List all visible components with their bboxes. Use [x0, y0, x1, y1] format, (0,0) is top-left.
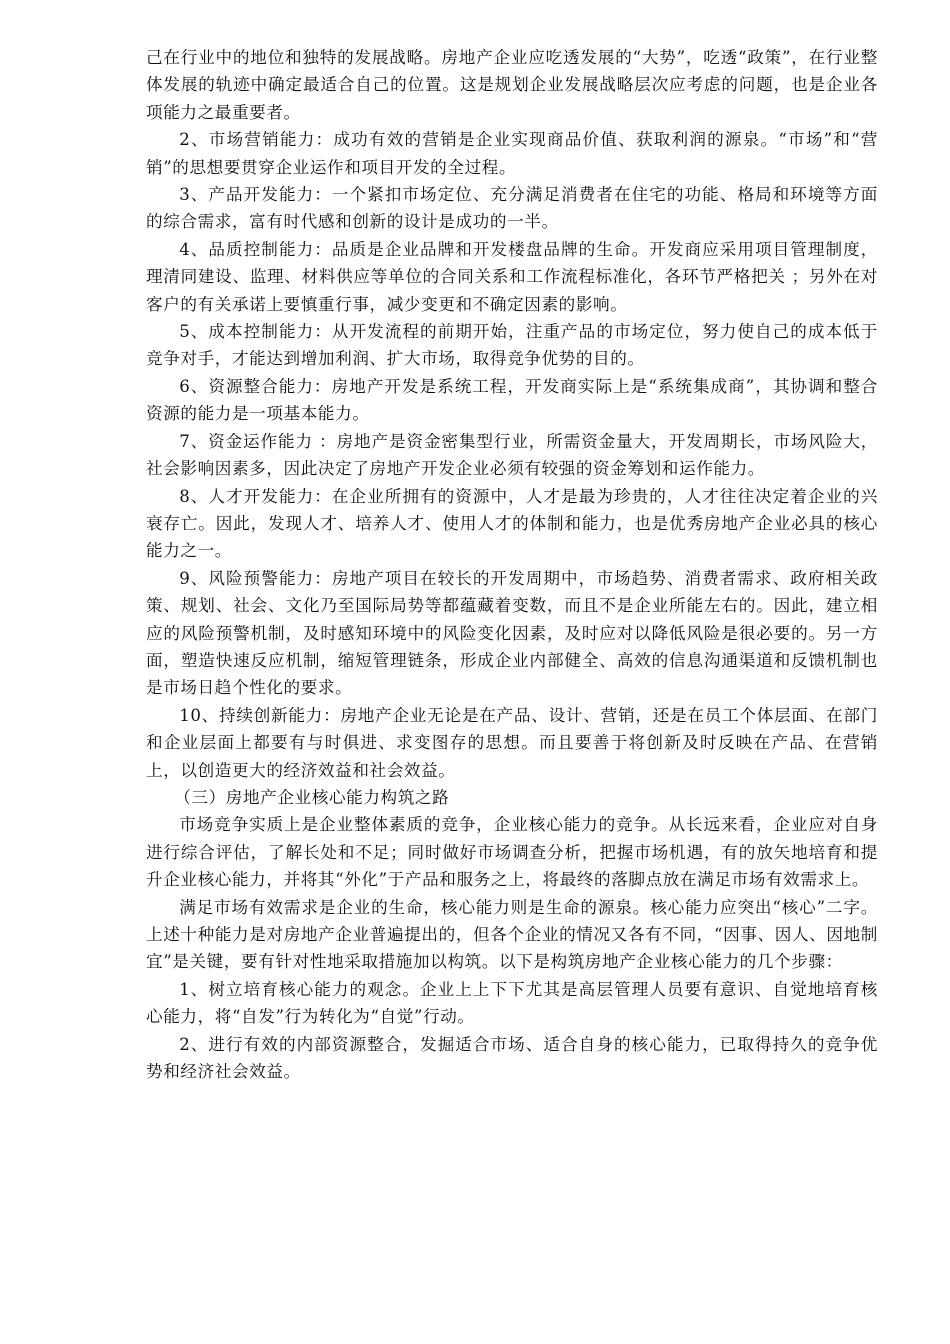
paragraph-product-development-ability: 3、产品开发能力：一个紧扣市场定位、充分满足消费者在住宅的功能、格局和环境等方面的综合需求，富有时代感和创新的设计是成功的一半。 [146, 185, 878, 232]
section-heading-core-ability-path: （三）房地产企业核心能力构筑之路 [174, 787, 450, 807]
paragraph-talent-development-ability: 8、人才开发能力：在企业所拥有的资源中，人才是最为珍贵的，人才往往决定着企业的兴衰存亡。因此，发现人才、培养人才、使用人才的体制和能力，也是优秀房地产企业必具的核心能力之一。 [146, 486, 878, 561]
paragraph-capital-operation-ability: 7、资金运作能力 ：房地产是资金密集型行业，所需资金量大，开发周期长，市场风险大，社会影响因素多，因此决定了房地产开发企业必须有较强的资金筹划和运作能力。 [146, 431, 878, 479]
paragraph-market-competition: 市场竞争实质上是企业整体素质的竞争，企业核心能力的竞争。从长远来看，企业应对自身进行综合评估，了解长处和不足；同时做好市场调查分析，把握市场机遇，有的放矢地培育和提升企业核心能力，并将其“外化”于产品和服务之上，将最终的落脚点放在满足市场有效需求上。 [146, 815, 878, 890]
paragraph-cost-control-ability: 5、成本控制能力：从开发流程的前期开始，注重产品的市场定位，努力使自己的成本低于竞争对手，才能达到增加利润、扩大市场，取得竞争优势的目的。 [146, 322, 878, 369]
document-page [146, 44, 878, 1085]
paragraph-market-demand: 满足市场有效需求是企业的生命，核心能力则是生命的源泉。核心能力应突出“核心”二字。上述十种能力是对房地产企业普遍提出的，但各个企业的情况又各有不同，“因事、因人、因地制宜”是关键，要有针对性地采取措施加以构筑。以下是构筑房地产企业核心能力的几个步骤： [146, 897, 878, 972]
paragraph-resource-integration-ability: 6、资源整合能力：房地产开发是系统工程，开发商实际上是“系统集成商”，其协调和整合资源的能力是一项基本能力。 [146, 376, 878, 424]
paragraph-marketing-ability: 2、市场营销能力：成功有效的营销是企业实现商品价值、获取利润的源泉。“市场”和“营销”的思想要贯穿企业运作和项目开发的全过程。 [146, 130, 878, 177]
paragraph-step-1: 1、树立培育核心能力的观念。企业上上下下尤其是高层管理人员要有意识、自觉地培育核心能力，将“自发”行为转化为“自觉”行动。 [146, 979, 878, 1027]
paragraph-innovation-ability: 10、持续创新能力：房地产企业无论是在产品、设计、营销，还是在员工个体层面、在部门和企业层面上都要有与时俱进、求变图存的思想。而且要善于将创新及时反映在产品、在营销上，以创造更大的经济效益和社会效益。 [146, 705, 878, 780]
paragraph-risk-warning-ability: 9、风险预警能力：房地产项目在较长的开发周期中，市场趋势、消费者需求、政府相关政策、规划、社会、文化乃至国际局势等都蕴藏着变数，而且不是企业所能左右的。因此，建立相应的风险预警机制，及时感知环境中的风险变化因素，及时应对以降低风险是很必要的。另一方面，塑造快速反应机制，缩短管理链条，形成企业内部健全、高效的信息沟通渠道和反馈机制也是市场日趋个性化的要求。 [146, 568, 878, 698]
paragraph-quality-control-ability: 4、品质控制能力：品质是企业品牌和开发楼盘品牌的生命。开发商应采用项目管理制度，理清同建设、监理、材料供应等单位的合同关系和工作流程标准化，各环节严格把关 ；另外在对客户的有关承诺上要慎重行事，减少变更和不确定因素的影响。 [146, 239, 878, 314]
paragraph-strategy-continued: 己在行业中的地位和独特的发展战略。房地产企业应吃透发展的“大势”，吃透“政策”，在行业整体发展的轨迹中确定最适合自己的位置。这是规划企业发展战略层次应考虑的问题，也是企业各项能力之最重要者。 [146, 48, 878, 122]
paragraph-step-2: 2、进行有效的内部资源整合，发掘适合市场、适合自身的核心能力，已取得持久的竞争优势和经济社会效益。 [146, 1034, 878, 1082]
